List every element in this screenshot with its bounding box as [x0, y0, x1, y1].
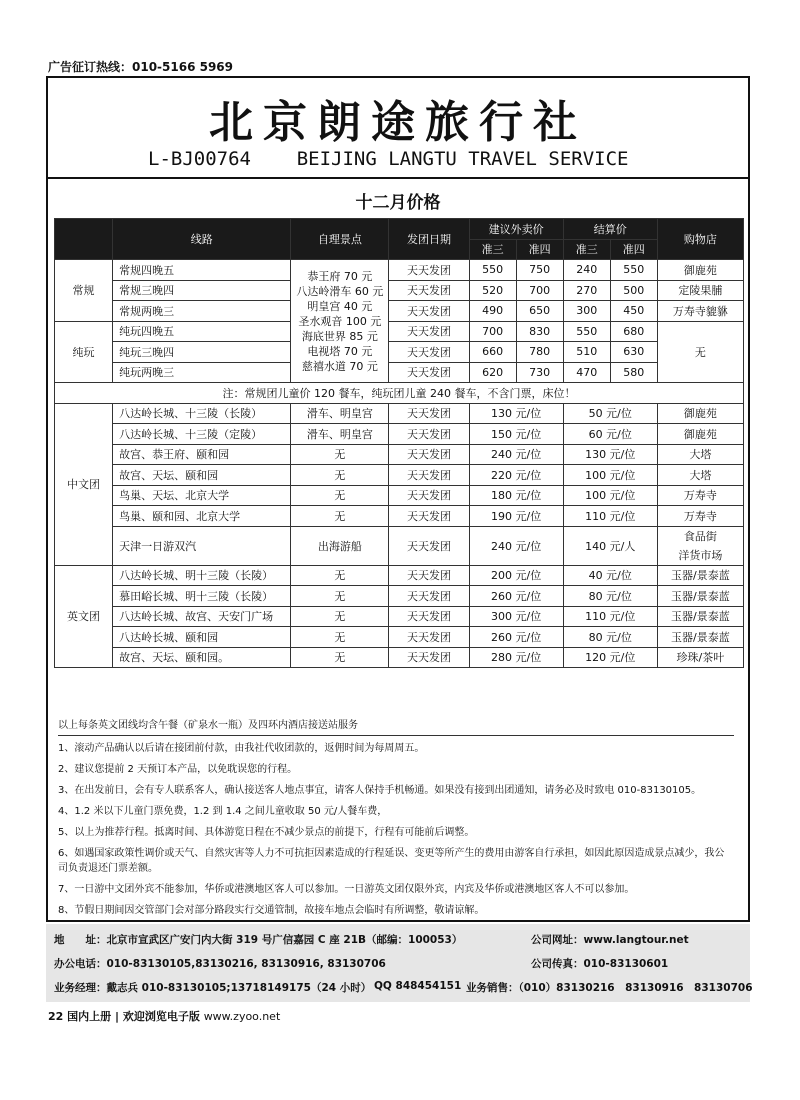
- shop-cell: 珍珠/茶叶: [657, 647, 743, 668]
- spots-cell: 无: [291, 586, 389, 607]
- notes-section: [54, 718, 734, 945]
- route-cell: 八达岭长城、故宫、天安门广场: [113, 606, 291, 627]
- route-cell: 故宫、天坛、颐和园: [113, 465, 291, 486]
- footer-url: www.zyoo.net: [203, 1010, 281, 1023]
- date-cell: 天天发团: [389, 506, 469, 527]
- note-item: 6、如遇国家政策性调价或天气、自然灾害等人力不可抗拒因素造成的行程延误、变更等所产生的费用由游客自行承担，如因此原因造成景点减少，我公司负责退还门票差额。: [58, 848, 725, 874]
- date-cell: 天天发团: [389, 485, 469, 506]
- month-title: 十二月价格: [355, 193, 441, 213]
- route-cell: 鸟巢、天坛、北京大学: [113, 485, 291, 506]
- contact-address: 地 址：北京市宣武区广安门内大街 319 号广信嘉园 C 座 21B（邮编：100053）: [54, 934, 463, 946]
- price-cell: 300 元/位: [469, 606, 563, 627]
- spots-cell: 无: [291, 506, 389, 527]
- contact-sales: 业务销售：（010）83130216 83130916 83130706: [466, 982, 753, 994]
- spots-cell: 滑车、明皇宫: [291, 424, 389, 445]
- table-row: [55, 444, 744, 465]
- date-cell: 天天发团: [389, 280, 469, 301]
- contact-manager: 业务经理：戴志兵 010-83130105;13718149175（24 小时）: [54, 982, 372, 994]
- price-cell: 270: [563, 280, 610, 301]
- price-cell: 620: [469, 362, 516, 383]
- price-cell: 40 元/位: [563, 565, 657, 586]
- price-cell: 130 元/位: [469, 403, 563, 424]
- header-date: 发团日期: [389, 219, 469, 260]
- note-item: 4、1.2 米以下儿童门票免费，1.2 到 1.4 之间儿童收取 50 元/人餐车费，: [58, 806, 388, 817]
- group-yingwen: 英文团: [55, 565, 113, 668]
- header-blank: [55, 219, 113, 260]
- spots-cell: 无: [291, 606, 389, 627]
- price-cell: 550: [610, 260, 657, 281]
- route-cell: 八达岭长城、颐和园: [113, 627, 291, 648]
- price-cell: 140 元/人: [563, 526, 657, 565]
- spots-cell: 无: [291, 444, 389, 465]
- note-item: 2、建议您提前 2 天预订本产品，以免耽误您的行程。: [58, 764, 298, 775]
- price-cell: 50 元/位: [563, 403, 657, 424]
- table-row: [55, 321, 744, 342]
- shop-cell: 御鹿苑: [657, 424, 743, 445]
- header-settle: 结算价: [563, 219, 657, 240]
- table-row: [55, 260, 744, 281]
- route-cell: 常规三晚四: [113, 280, 291, 301]
- contact-fax: 公司传真：010-83130601: [531, 958, 669, 970]
- price-cell: 500: [610, 280, 657, 301]
- price-cell: 180 元/位: [469, 485, 563, 506]
- note-item: 5、以上为推荐行程。抵离时间、具体游览日程在不减少景点的前提下，行程有可能前后调整。: [58, 827, 475, 838]
- spots-cell: 无: [291, 565, 389, 586]
- spots-cell: 无: [291, 647, 389, 668]
- price-cell: 220 元/位: [469, 465, 563, 486]
- child-price-note-row: [55, 383, 744, 404]
- contact-qq: QQ 848454151: [374, 980, 462, 992]
- spots-cell: 滑车、明皇宫: [291, 403, 389, 424]
- spots-cell: 无: [291, 485, 389, 506]
- price-cell: 780: [516, 342, 563, 363]
- price-table: [54, 218, 744, 668]
- price-cell: 240: [563, 260, 610, 281]
- date-cell: 天天发团: [389, 647, 469, 668]
- self-pay-spots: 恭王府 70 元 八达岭滑车 60 元 明皇宫 40 元 圣水观音 100 元 海底世界 85 元 电视塔 70 元 慈禧水道 70 元: [291, 260, 389, 383]
- price-cell: 120 元/位: [563, 647, 657, 668]
- price-cell: 260 元/位: [469, 627, 563, 648]
- price-cell: 240 元/位: [469, 444, 563, 465]
- price-cell: 700: [469, 321, 516, 342]
- price-cell: 660: [469, 342, 516, 363]
- route-cell: 纯玩三晚四: [113, 342, 291, 363]
- header-suggest-q3: 准三: [469, 239, 516, 260]
- shop-cell: 定陵果脯: [657, 280, 743, 301]
- shop-cell: 玉器/景泰蓝: [657, 606, 743, 627]
- route-cell: 纯玩四晚五: [113, 321, 291, 342]
- shop-cell: 食品街 洋货市场: [657, 526, 743, 565]
- price-cell: 110 元/位: [563, 506, 657, 527]
- contact-website: 公司网址：www.langtour.net: [531, 934, 689, 946]
- table-row: [55, 485, 744, 506]
- shop-cell: 大塔: [657, 444, 743, 465]
- price-cell: 630: [610, 342, 657, 363]
- date-cell: 天天发团: [389, 565, 469, 586]
- license-code: L-BJ00764: [148, 148, 251, 170]
- price-cell: 730: [516, 362, 563, 383]
- price-cell: 190 元/位: [469, 506, 563, 527]
- table-row: [55, 526, 744, 565]
- price-cell: 60 元/位: [563, 424, 657, 445]
- price-cell: 100 元/位: [563, 465, 657, 486]
- date-cell: 天天发团: [389, 586, 469, 607]
- route-cell: 八达岭长城、十三陵（长陵）: [113, 403, 291, 424]
- price-cell: 80 元/位: [563, 586, 657, 607]
- price-cell: 110 元/位: [563, 606, 657, 627]
- route-cell: 故宫、恭王府、颐和园: [113, 444, 291, 465]
- footer-section: 国内上册 | 欢迎浏览电子版: [67, 1010, 200, 1023]
- date-cell: 天天发团: [389, 260, 469, 281]
- price-cell: 520: [469, 280, 516, 301]
- price-cell: 100 元/位: [563, 485, 657, 506]
- shop-cell: 万寿寺: [657, 485, 743, 506]
- spots-cell: 出海游船: [291, 526, 389, 565]
- table-row: [55, 301, 744, 322]
- date-cell: 天天发团: [389, 444, 469, 465]
- route-cell: 故宫、天坛、颐和园。: [113, 647, 291, 668]
- price-cell: 680: [610, 321, 657, 342]
- group-changgui: 常规: [55, 260, 113, 322]
- route-cell: 慕田峪长城、明十三陵（长陵）: [113, 586, 291, 607]
- shop-cell: 御鹿苑: [657, 260, 743, 281]
- page-footer: [48, 1008, 280, 1024]
- license-line: [148, 148, 628, 170]
- date-cell: 天天发团: [389, 321, 469, 342]
- child-price-note: 注：常规团儿童价 120 餐车，纯玩团儿童 240 餐车，不含门票，床位！: [55, 383, 744, 404]
- route-cell: 常规四晚五: [113, 260, 291, 281]
- price-cell: 580: [610, 362, 657, 383]
- note-item: 8、节假日期间因交管部门会对部分路段实行交通管制，故接车地点会临时有所调整，敬请谅解。: [58, 905, 485, 916]
- header-spots: 自理景点: [291, 219, 389, 260]
- header-suggest-q4: 准四: [516, 239, 563, 260]
- route-cell: 天津一日游双汽: [113, 526, 291, 565]
- price-cell: 150 元/位: [469, 424, 563, 445]
- route-cell: 鸟巢、颐和园、北京大学: [113, 506, 291, 527]
- price-cell: 550: [469, 260, 516, 281]
- table-row: [55, 342, 744, 363]
- shop-cell: 玉器/景泰蓝: [657, 586, 743, 607]
- date-cell: 天天发团: [389, 403, 469, 424]
- table-row: [55, 465, 744, 486]
- shop-cell: 无: [657, 321, 743, 383]
- contact-phone: 办公电话：010-83130105,83130216, 83130916, 83130706: [54, 958, 386, 970]
- company-name-cn: 北京朗途旅行社: [209, 97, 587, 148]
- shop-cell: 大塔: [657, 465, 743, 486]
- note-item: 3、在出发前日，会有专人联系客人，确认接送客人地点事宜，请客人保持手机畅通。如果没有接到出团通知，请务必及时致电 010-83130105。: [58, 785, 702, 796]
- table-row: [55, 627, 744, 648]
- table-row: [55, 606, 744, 627]
- table-row: [55, 506, 744, 527]
- spots-cell: 无: [291, 465, 389, 486]
- price-cell: 830: [516, 321, 563, 342]
- table-row: [55, 280, 744, 301]
- price-cell: 80 元/位: [563, 627, 657, 648]
- ad-hotline: 广告征订热线：010-5166 5969: [48, 60, 234, 74]
- header-suggest: 建议外卖价: [469, 219, 563, 240]
- shop-cell: 万寿寺: [657, 506, 743, 527]
- table-row: [55, 362, 744, 383]
- table-row: [55, 565, 744, 586]
- route-cell: 常规两晚三: [113, 301, 291, 322]
- group-zhongwen: 中文团: [55, 403, 113, 565]
- date-cell: 天天发团: [389, 465, 469, 486]
- shop-cell: 玉器/景泰蓝: [657, 565, 743, 586]
- date-cell: 天天发团: [389, 301, 469, 322]
- header-route: 线路: [113, 219, 291, 260]
- price-cell: 510: [563, 342, 610, 363]
- price-cell: 200 元/位: [469, 565, 563, 586]
- header-settle-q4: 准四: [610, 239, 657, 260]
- route-cell: 八达岭长城、十三陵（定陵）: [113, 424, 291, 445]
- date-cell: 天天发团: [389, 424, 469, 445]
- advert-frame: [46, 76, 750, 922]
- table-row: [55, 403, 744, 424]
- group-chunwan: 纯玩: [55, 321, 113, 383]
- price-cell: 130 元/位: [563, 444, 657, 465]
- shop-cell: 万寿寺貔貅: [657, 301, 743, 322]
- price-cell: 550: [563, 321, 610, 342]
- note-item: 7、一日游中文团外宾不能参加，华侨或港澳地区客人可以参加。一日游英文团仅限外宾，内宾及华侨或港澳地区客人不可以参加。: [58, 884, 635, 895]
- header-shop: 购物店: [657, 219, 743, 260]
- price-cell: 650: [516, 301, 563, 322]
- shop-cell: 御鹿苑: [657, 403, 743, 424]
- title-divider: [48, 177, 748, 179]
- price-cell: 470: [563, 362, 610, 383]
- note-item: 1、滚动产品确认以后请在接团前付款，由我社代收团款的，返佣时间为每周周五。: [58, 743, 425, 754]
- price-cell: 490: [469, 301, 516, 322]
- price-cell: 240 元/位: [469, 526, 563, 565]
- price-cell: 450: [610, 301, 657, 322]
- date-cell: 天天发团: [389, 342, 469, 363]
- date-cell: 天天发团: [389, 606, 469, 627]
- date-cell: 天天发团: [389, 526, 469, 565]
- spots-cell: 无: [291, 627, 389, 648]
- page-number: 22: [48, 1010, 64, 1023]
- price-cell: 280 元/位: [469, 647, 563, 668]
- price-cell: 260 元/位: [469, 586, 563, 607]
- date-cell: 天天发团: [389, 362, 469, 383]
- contact-panel: [46, 924, 753, 1002]
- route-cell: 纯玩两晚三: [113, 362, 291, 383]
- notes-header: 以上每条英文团线均含午餐（矿泉水一瓶）及四环内酒店接送站服务: [58, 718, 734, 736]
- route-cell: 八达岭长城、明十三陵（长陵）: [113, 565, 291, 586]
- table-row: [55, 586, 744, 607]
- table-row: [55, 424, 744, 445]
- price-cell: 700: [516, 280, 563, 301]
- shop-cell: 玉器/景泰蓝: [657, 627, 743, 648]
- date-cell: 天天发团: [389, 627, 469, 648]
- price-cell: 300: [563, 301, 610, 322]
- table-row: [55, 647, 744, 668]
- price-cell: 750: [516, 260, 563, 281]
- header-settle-q3: 准三: [563, 239, 610, 260]
- company-name-en: BEIJING LANGTU TRAVEL SERVICE: [296, 148, 629, 170]
